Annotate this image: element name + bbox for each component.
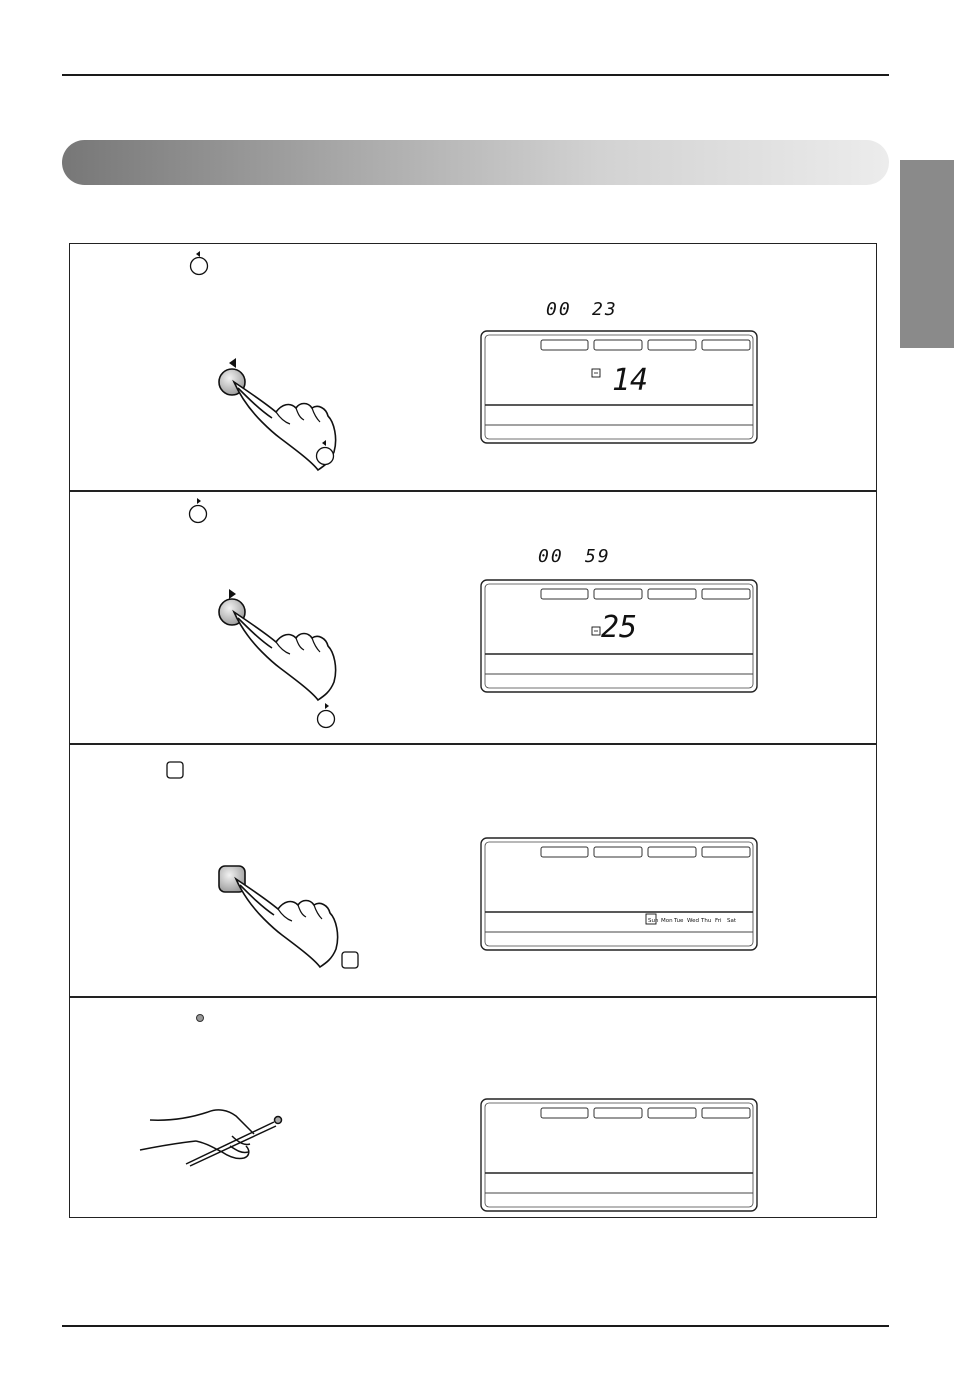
step-3-lcd-display — [481, 838, 757, 950]
hour-range-from: 00 — [546, 299, 572, 320]
step-4-pen-press-illustration — [140, 1110, 282, 1166]
step-2-repeat-right-button-icon — [318, 703, 335, 728]
weekday-sat: Sat — [727, 918, 737, 924]
weekday-wed: Wed — [687, 918, 699, 924]
minute-range-from: 00 — [538, 546, 564, 567]
hour-range-to: 23 — [592, 299, 618, 320]
step-2-press-illustration — [219, 589, 336, 700]
weekday-tue: Tue — [674, 918, 684, 924]
lcd-minute-value: 25 — [601, 610, 638, 645]
weekday-sun: Sun — [648, 918, 659, 924]
step-1-inline-left-button-icon — [191, 251, 208, 275]
step-2-inline-right-button-icon — [190, 498, 207, 523]
step-3-press-illustration — [219, 866, 338, 967]
step-4-inline-reset-pin-icon — [197, 1015, 204, 1022]
weekday-thu: Thu — [701, 918, 712, 924]
bottom-rule — [62, 1325, 889, 1327]
step-3-inline-square-button-icon — [167, 762, 183, 778]
step-4-lcd-display — [481, 1099, 757, 1211]
step-3-repeat-square-button-icon — [342, 952, 358, 968]
minute-range-to: 59 — [585, 546, 611, 567]
weekday-fri: Fri — [715, 918, 722, 924]
weekday-mon: Mon — [661, 918, 673, 924]
lcd-hour-value: 14 — [612, 363, 649, 398]
